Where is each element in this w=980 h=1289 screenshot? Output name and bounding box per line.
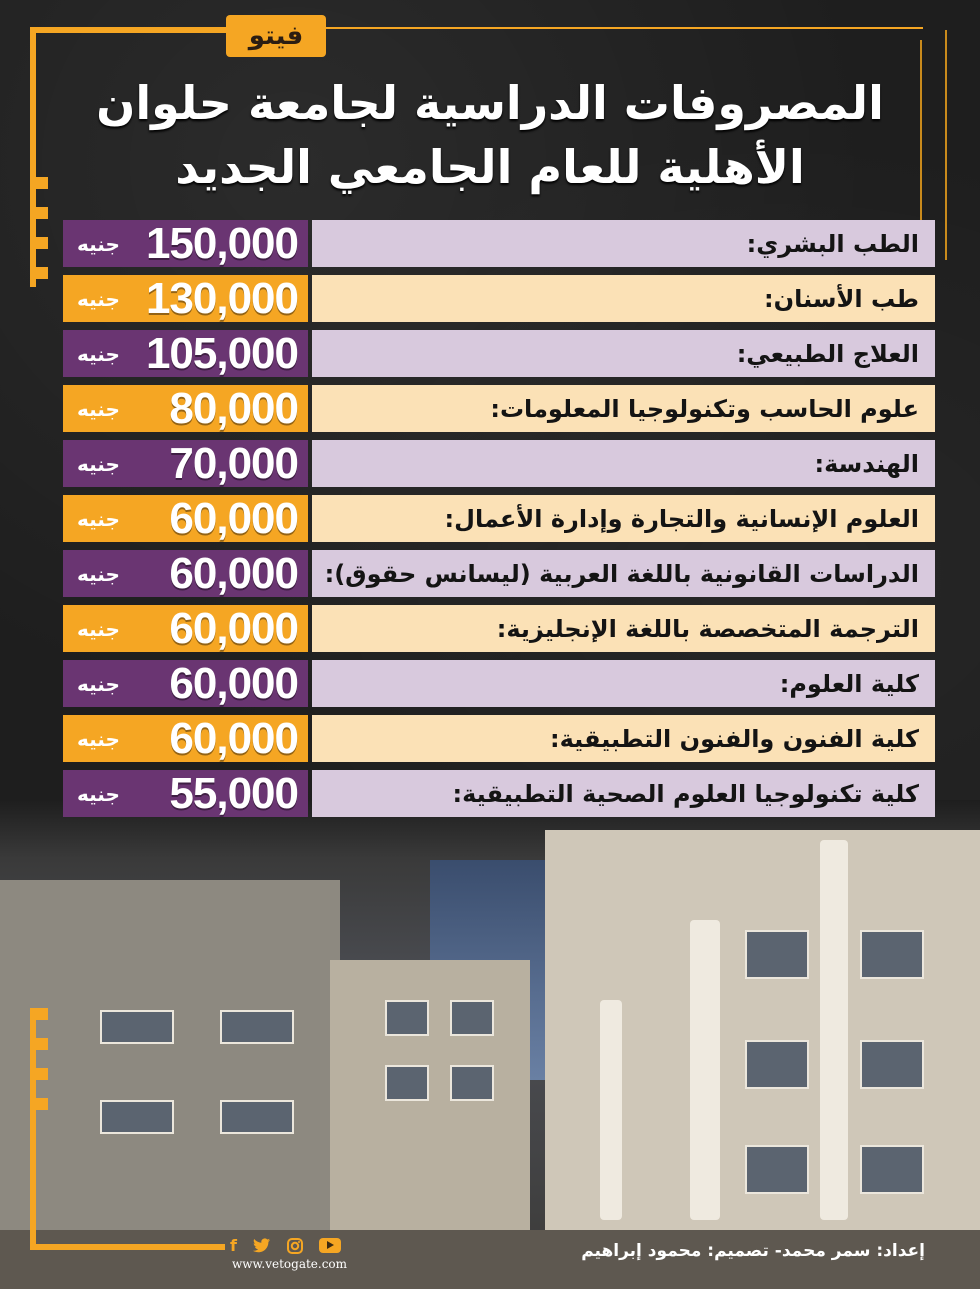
credits: إعداد: سمر محمد- تصميم: محمود إبراهيم [581, 1241, 925, 1261]
fee-amount: 150,000 [145, 218, 298, 268]
fee-row [63, 330, 935, 377]
fee-amount-cell [63, 330, 308, 377]
fee-amount-cell [63, 605, 308, 652]
fee-row [63, 220, 935, 267]
frame-line [945, 30, 947, 260]
faculty-name: الطب البشري: [312, 220, 935, 267]
currency-label: جنيه [77, 286, 120, 311]
frame-tick [30, 1068, 48, 1080]
fee-row [63, 660, 935, 707]
frame-tick [30, 237, 48, 249]
fee-row [63, 605, 935, 652]
faculty-name: الترجمة المتخصصة باللغة الإنجليزية: [312, 605, 935, 652]
twitter-icon[interactable] [253, 1238, 271, 1253]
fee-amount: 80,000 [169, 383, 298, 433]
social-links [230, 1236, 341, 1255]
faculty-name: العلوم الإنسانية والتجارة وإدارة الأعمال: [312, 495, 935, 542]
frame-tick [30, 1038, 48, 1050]
currency-label: جنيه [77, 451, 120, 476]
currency-label: جنيه [77, 781, 120, 806]
fee-row [63, 440, 935, 487]
faculty-name: الدراسات القانونية باللغة العربية (ليسانس حقوق): [312, 550, 935, 597]
frame-tick [30, 177, 48, 189]
fee-amount: 60,000 [169, 548, 298, 598]
faculty-name: علوم الحاسب وتكنولوجيا المعلومات: [312, 385, 935, 432]
faculty-name: العلاج الطبيعي: [312, 330, 935, 377]
faculty-name: الهندسة: [312, 440, 935, 487]
youtube-icon[interactable] [319, 1238, 341, 1253]
currency-label: جنيه [77, 231, 120, 256]
fee-amount: 60,000 [169, 493, 298, 543]
fee-amount: 70,000 [169, 438, 298, 488]
fee-amount-cell [63, 220, 308, 267]
fee-amount-cell [63, 275, 308, 322]
frame-tick [30, 267, 48, 279]
fee-amount-cell [63, 715, 308, 762]
vetogate-logo[interactable] [226, 15, 326, 57]
currency-label: جنيه [77, 341, 120, 366]
currency-label: جنيه [77, 671, 120, 696]
fee-row [63, 770, 935, 817]
fee-amount: 60,000 [169, 658, 298, 708]
fee-row [63, 385, 935, 432]
frame-tick [30, 1008, 48, 1020]
fee-amount: 55,000 [169, 768, 298, 818]
fee-amount-cell [63, 550, 308, 597]
fee-row [63, 495, 935, 542]
frame-line [30, 27, 230, 33]
faculty-name: كلية العلوم: [312, 660, 935, 707]
currency-label: جنيه [77, 561, 120, 586]
fee-amount: 130,000 [145, 273, 298, 323]
fee-amount: 60,000 [169, 713, 298, 763]
website-url[interactable]: www.vetogate.com [232, 1257, 348, 1271]
currency-label: جنيه [77, 726, 120, 751]
fee-row [63, 715, 935, 762]
fee-amount-cell [63, 440, 308, 487]
frame-line [30, 1244, 225, 1250]
page-title-line2: الأهلية للعام الجامعي الجديد [175, 140, 805, 194]
frame-tick [30, 1098, 48, 1110]
fee-amount: 105,000 [145, 328, 298, 378]
background-building-photo [0, 800, 980, 1289]
fee-row [63, 275, 935, 322]
faculty-name: كلية الفنون والفنون التطبيقية: [312, 715, 935, 762]
fee-amount-cell [63, 770, 308, 817]
currency-label: جنيه [77, 506, 120, 531]
logo-text: فيتو [248, 21, 304, 51]
faculty-name: كلية تكنولوجيا العلوم الصحية التطبيقية: [312, 770, 935, 817]
fee-amount-cell [63, 385, 308, 432]
frame-line [325, 27, 923, 29]
currency-label: جنيه [77, 396, 120, 421]
frame-tick [30, 207, 48, 219]
fee-amount: 60,000 [169, 603, 298, 653]
page-title-line1: المصروفات الدراسية لجامعة حلوان [96, 76, 884, 130]
facebook-icon[interactable]: f [230, 1236, 237, 1255]
fee-amount-cell [63, 660, 308, 707]
fee-amount-cell [63, 495, 308, 542]
fee-row [63, 550, 935, 597]
frame-line [920, 40, 922, 220]
currency-label: جنيه [77, 616, 120, 641]
faculty-name: طب الأسنان: [312, 275, 935, 322]
instagram-icon[interactable] [287, 1238, 303, 1254]
